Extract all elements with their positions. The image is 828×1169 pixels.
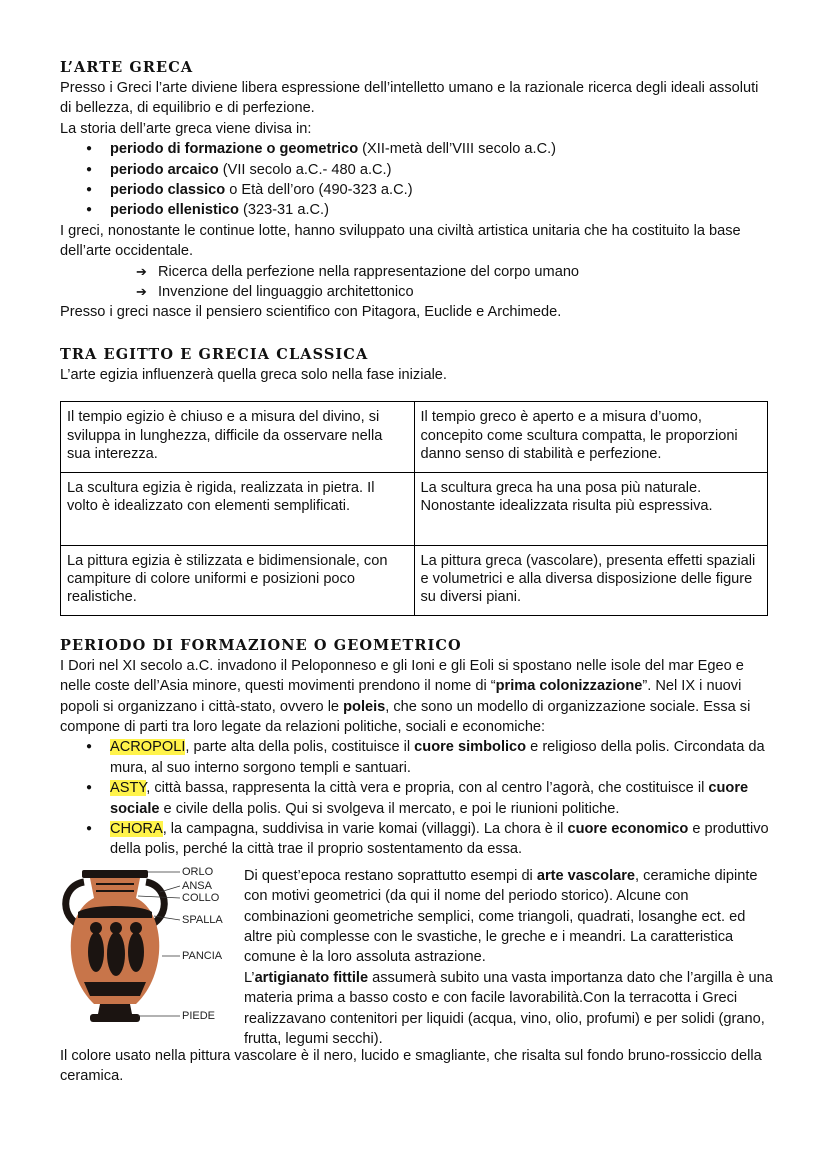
period-name: periodo classico	[110, 182, 226, 199]
text-run: , la campagna, suddivisa in varie komai (villaggi). La chora è il	[162, 820, 568, 837]
vase-description	[244, 866, 774, 1050]
vase-stem	[98, 1004, 132, 1014]
list-item	[60, 180, 772, 200]
table-cell-egypt: La scultura egizia è rigida, realizzata in pietra. Il volto è idealizzato con elementi semplificati.	[61, 472, 415, 545]
colonization-paragraph	[60, 656, 772, 738]
list-item	[60, 819, 772, 860]
table-cell-egypt: Il tempio egizio è chiuso e a misura del divino, si sviluppa in lunghezza, difficile da osservare nella sua interezza.	[61, 402, 415, 472]
list-item	[60, 139, 772, 159]
arrow-item: ➔ Ricerca della perfezione nella rappresentazione del corpo umano	[60, 262, 772, 282]
text-run: , città bassa, rappresenta la città vera e propria, con al centro l’agorà, che costituisce il	[146, 780, 709, 797]
vase-neck	[90, 878, 140, 898]
intro-paragraph: Presso i Greci l’arte diviene libera espressione dell’intelletto umano e la razionale ricerca degli ideali assoluti di bellezza, di equilibrio e di perfezione.	[60, 80, 759, 117]
document-page	[60, 58, 772, 1087]
label-spalla: SPALLA	[182, 913, 223, 926]
text-run: e religioso della polis. Circondata da mura, al suo interno sorgono templi e santuari.	[110, 739, 765, 776]
vase-paragraph-2	[244, 968, 774, 1050]
text-run: I Dori nel XI secolo a.C. invadono il Peloponneso e gli Ioni e gli Eoli si spostano nelle isole del mar Egeo e nelle coste dell’Asia minore, questi movimenti prendono il nome di “	[60, 657, 744, 695]
periods-list	[60, 139, 772, 221]
polis-parts-list	[60, 737, 772, 859]
period-dates: o Età dell’oro (490-323 a.C.)	[225, 182, 413, 199]
table-row	[61, 472, 768, 545]
section-title-egitto-grecia: TRA EGITTO E GRECIA CLASSICA	[60, 345, 369, 363]
period-dates: (VII secolo a.C.- 480 a.C.)	[218, 161, 392, 178]
text-run: e civile della polis. Qui si svolgeva il mercato, e poi le riunioni politiche.	[159, 800, 620, 817]
text-run: assumerà subito una vasta importanza dato che l’argilla è una materia prima a basso costo e con facile lavorabilità.Con la terracotta i Greci realizzavano contenitori per liquidi (acqua, vino, olio, profumi) e per solidi (grano, frutta, legumi secchi).	[244, 969, 773, 1048]
section-title-geometrico: PERIODO DI FORMAZIONE O GEOMETRICO	[60, 636, 462, 654]
civilization-paragraph: I greci, nonostante le continue lotte, hanno sviluppato una civiltà artistica unitaria che ha costituito la base dell’arte occidentale.	[60, 222, 741, 260]
table-row	[61, 545, 768, 615]
highlighted-term: CHORA	[110, 820, 163, 837]
label-collo: COLLO	[182, 891, 220, 904]
label-pancia: PANCIA	[182, 949, 223, 962]
highlighted-term: ASTY	[110, 780, 147, 797]
highlighted-term: ACROPOLI	[110, 739, 186, 756]
period-dates: (XII-metà dell’VIII secolo a.C.)	[358, 141, 557, 158]
text-run: Di quest’epoca restano soprattutto esempi di	[244, 867, 537, 884]
label-piede: PIEDE	[182, 1009, 216, 1022]
vase-section	[60, 864, 772, 1046]
egypt-intro: L’arte egizia influenzerà quella greca solo nella fase iniziale.	[60, 366, 447, 383]
text-run: , che sono un modello di organizzazione sociale. Essa si compone di parti tra loro legate da relazioni politiche, sociali e economiche:	[60, 698, 751, 735]
label-orlo: ORLO	[182, 865, 214, 878]
text-bold: prima colonizzazione	[495, 678, 643, 695]
label-ansa: ANSA	[182, 879, 212, 892]
figure-left-head	[90, 922, 102, 934]
text-bold: cuore simbolico	[414, 739, 527, 756]
figure-right-head	[130, 922, 142, 934]
text-bold: poleis	[343, 698, 386, 715]
color-note-paragraph: Il colore usato nella pittura vascolare è il nero, lucido e smagliante, che risalta sul fondo bruno-rossiccio della ceramica.	[60, 1047, 762, 1085]
table-cell-greece: La scultura greca ha una posa più naturale. Nonostante idealizzata risulta più espressiva.	[414, 472, 768, 545]
arrow-list	[60, 262, 772, 303]
lower-band	[84, 982, 146, 996]
period-name: periodo di formazione o geometrico	[110, 141, 359, 158]
period-dates: (323-31 a.C.)	[238, 202, 329, 219]
list-item	[60, 160, 772, 180]
period-name: periodo arcaico	[110, 161, 219, 178]
period-name: periodo ellenistico	[110, 202, 239, 219]
list-item	[60, 737, 772, 778]
table-cell-greece: Il tempio greco è aperto e a misura d’uomo, concepito come scultura compatta, le proporzioni danno senso di stabilità e perfezione.	[414, 402, 768, 472]
leader-collo	[138, 896, 180, 898]
text-run: , parte alta della polis, costituisce il	[185, 739, 415, 756]
arrow-item: ➔ Invenzione del linguaggio architettonico	[60, 282, 772, 302]
comparison-table	[60, 401, 768, 615]
figure-right	[128, 932, 144, 972]
text-run: e produttivo della polis, perché la città trae il proprio sostentamento da essa.	[110, 820, 769, 858]
text-bold: cuore economico	[567, 820, 689, 837]
vase-foot	[90, 1014, 140, 1022]
text-run: L’	[244, 969, 255, 986]
text-bold: arte vascolare	[536, 867, 636, 884]
text-bold: cuore sociale	[110, 780, 749, 817]
text-run: ”. Nel IX i nuovi popoli si organizzano i città-stato, ovvero le	[60, 678, 742, 715]
figure-left	[88, 932, 104, 972]
vase-paragraph-1	[244, 866, 774, 968]
table-cell-greece: La pittura greca (vascolare), presenta effetti spaziali e volumetrici e alla diversa disposizione delle figure su diversi piani.	[414, 545, 768, 615]
figure-center-head	[110, 922, 122, 934]
table-cell-egypt: La pittura egizia è stilizzata e bidimensionale, con campiture di colore uniformi e posizioni poco realistiche.	[61, 545, 415, 615]
table-row	[61, 402, 768, 472]
figure-center	[107, 932, 125, 976]
vase-figure	[50, 864, 230, 1044]
vase-lip	[82, 870, 148, 878]
list-item	[60, 778, 772, 819]
text-bold: artigianato fittile	[254, 969, 369, 986]
section-title-arte-greca: L’ARTE GRECA	[60, 59, 194, 76]
science-paragraph: Presso i greci nasce il pensiero scientifico con Pitagora, Euclide e Archimede.	[60, 304, 562, 321]
text-run: , ceramiche dipinte con motivi geometrici (da qui il nome del periodo storico). Alcune con combinazioni geometriche semplici, come triangoli, quadrati, losanghe ect. ed altre più complesse con le svastiche, le greche e i meandri. La caratteristica comune è la loro assoluta astrazione.	[244, 867, 758, 966]
list-item	[60, 200, 772, 220]
division-intro: La storia dell’arte greca viene divisa in:	[60, 120, 312, 137]
